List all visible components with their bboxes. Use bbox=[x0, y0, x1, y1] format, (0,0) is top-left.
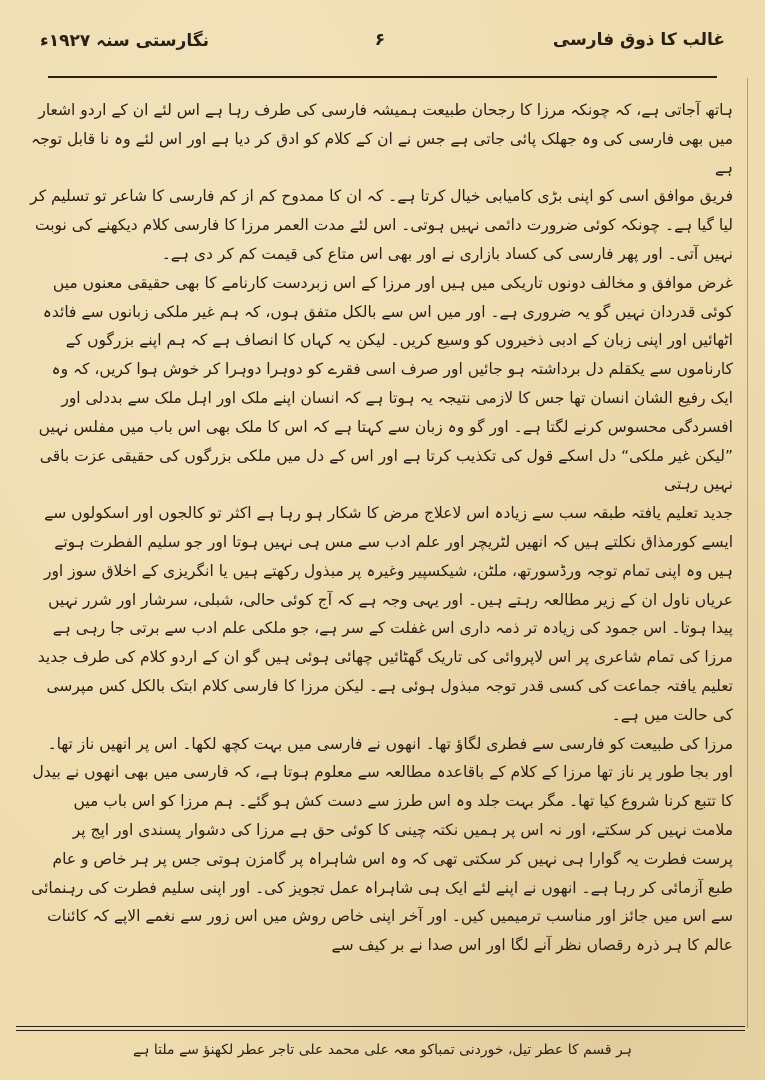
paragraph: غرض موافق و مخالف دونوں تاریکی میں ہیں اور مرزا کے اس زبردست کارنامے کا بھی حقیقی معنوں میں کوئی قدردان نہیں گو یہ ضروری ہے۔ اور میں اس سے بالکل متفق ہوں، کہ ہم غیر ملکی زبانوں سے فائدہ اٹھائیں اور اپنی زبان کے ادبی ذخیروں کو وسیع کریں۔ لیکن یہ کہاں کا انصاف ہے کہ ہم اپنے بزرگوں کے کارناموں سے یکقلم دل برداشتہ ہو جائیں اور صرف اسی فقرے کو دوہرا دوہرا کر خوش ہوا کریں، کہ وہ ایک رفیع الشان انسان تھا جس کا لازمی نتیجہ یہ ہوتا ہے کہ انسان اپنے ملک اور اہل ملک سے بددلی اور افسردگی محسوس کرنے لگتا ہے۔ اور گو وہ زبان سے کہتا ہے کہ اس کا ملک بھی اس باب میں مفلس نہیں ”لیکن غیر ملکی“ دل اسکے قول کی تکذیب کرتا ہے اور اس کے دل میں ملکی بزرگوں کی حقیقی عزت باقی نہیں رہتی bbox=[38, 273, 733, 494]
article-body bbox=[28, 96, 733, 1011]
paragraph: ہاتھ آجاتی ہے، کہ چونکہ مرزا کا رجحان طبیعت ہمیشہ فارسی کی طرف رہا ہے اس لئے ان کے اردو اشعار میں بھی فارسی کی وہ جھلک پائی جاتی ہے جس نے ان کے کلام کو ادق کر دیا ہے اور اس لئے وہ نا قابل توجہ ہے bbox=[31, 101, 733, 177]
magazine-issue-label: نگارستی سنہ ۱۹۲۷ء bbox=[40, 31, 209, 51]
footer-rule bbox=[16, 1026, 745, 1027]
paragraph: فریق موافق اسی کو اپنی بڑی کامیابی خیال کرتا ہے۔ کہ ان کا ممدوح کم از کم فارسی کا شاعر تو تسلیم کر لیا گیا ہے۔ چونکہ کوئی ضرورت دائمی نہیں ہوتی۔ اس لئے مدت العمر مرزا کا فارسی کلام دیکھنے کی نوبت نہیں آتی۔ اور پھر فارسی کی کساد بازاری نے اور بھی اس متاع کی قیمت کم کر دی ہے۔ bbox=[30, 187, 733, 263]
page-number: ۶ bbox=[374, 30, 386, 50]
paragraph: جدید تعلیم یافتہ طبقہ سب سے زیادہ اس لاعلاج مرض کا شکار ہو رہا ہے اکثر تو کالجوں اور اسکولوں سے ایسے کورمذاق نکلتے ہیں کہ انھیں لٹریچر اور علم ادب سے مس ہی نہیں ہوتا اور جو سلیم الفطرت ہوتے ہیں وہ اپنی تمام توجہ ورڈسورتھ، ملٹن، شیکسپیر وغیرہ پر مبذول رکھتے ہیں یا انگریزی کے اخلاق سوز اور عریاں ناول ان کے زیر مطالعہ رہتے ہیں۔ اور یہی وجہ ہے کہ آج کوئی حالی، شبلی، سرشار اور شرر نہیں پیدا ہوتا۔ اس جمود کی زیادہ تر ذمہ داری اس غفلت کے سر ہے، جو ملکی علم ادب سے برتی جا رہی ہے مرزا کی تمام شاعری پر اس لاپروائی کی تاریک گھٹائیں چھائی ہوئی ہیں گو ان کے اردو کلام کی طرف جدید تعلیم یافتہ جماعت کی کسی قدر توجہ مبذول ہوئی ہے۔ لیکن مرزا کا فارسی کلام ابتک بالکل کس مپرسی کی حالت میں ہے۔ bbox=[37, 504, 733, 724]
paragraph: مرزا کی طبیعت کو فارسی سے فطری لگاؤ تھا۔ انھوں نے فارسی میں بہت کچھ لکھا۔ اس پر انھیں ناز تھا۔ اور بجا طور پر ناز تھا مرزا کے کلام کے باقاعدہ مطالعہ سے معلوم ہوتا ہے، کہ فارسی میں بھی انھوں نے بیدل کا تتبع کرنا شروع کیا تھا۔ مگر بہت جلد وہ اس طرز سے دست کش ہو گئے۔ ہم مرزا کو اس باب میں ملامت نہیں کر سکتے، اور نہ اس پر ہمیں نکتہ چینی کا کوئی حق ہے مرزا کی دشوار پسندی اور اپج پر پرست فطرت یہ گوارا ہی نہیں کر سکتی تھی کہ وہ اس شاہراہ پر گامزن ہوتی جس پر ہر خاص و عام طبع آزمائی کر رہا ہے۔ انھوں نے اپنے لئے ایک ہی شاہراہ عمل تجویز کی۔ اور اپنی سلیم فطرت کی رہنمائی سے اس میں جائز اور مناسب ترمیمیں کیں۔ اور آخر اپنی خاص روش میں اس زور سے نغمے الاپے کہ کائنات عالم کا ہر ذرہ رقصاں نظر آنے لگا اور اس صدا نے بر کیف سے bbox=[31, 734, 733, 955]
article-title: غالب کا ذوق فارسی bbox=[552, 30, 725, 50]
page-edge-line bbox=[747, 78, 748, 1028]
advertisement-footer: ہر قسم کا عطر تیل، خوردنی تمباکو معہ علی محمد علی تاجر عطر لکھنؤ سے ملتا ہے bbox=[133, 1042, 632, 1058]
header-rule bbox=[48, 76, 717, 78]
footer-rule-inner bbox=[16, 1030, 745, 1031]
page-header bbox=[40, 30, 725, 70]
